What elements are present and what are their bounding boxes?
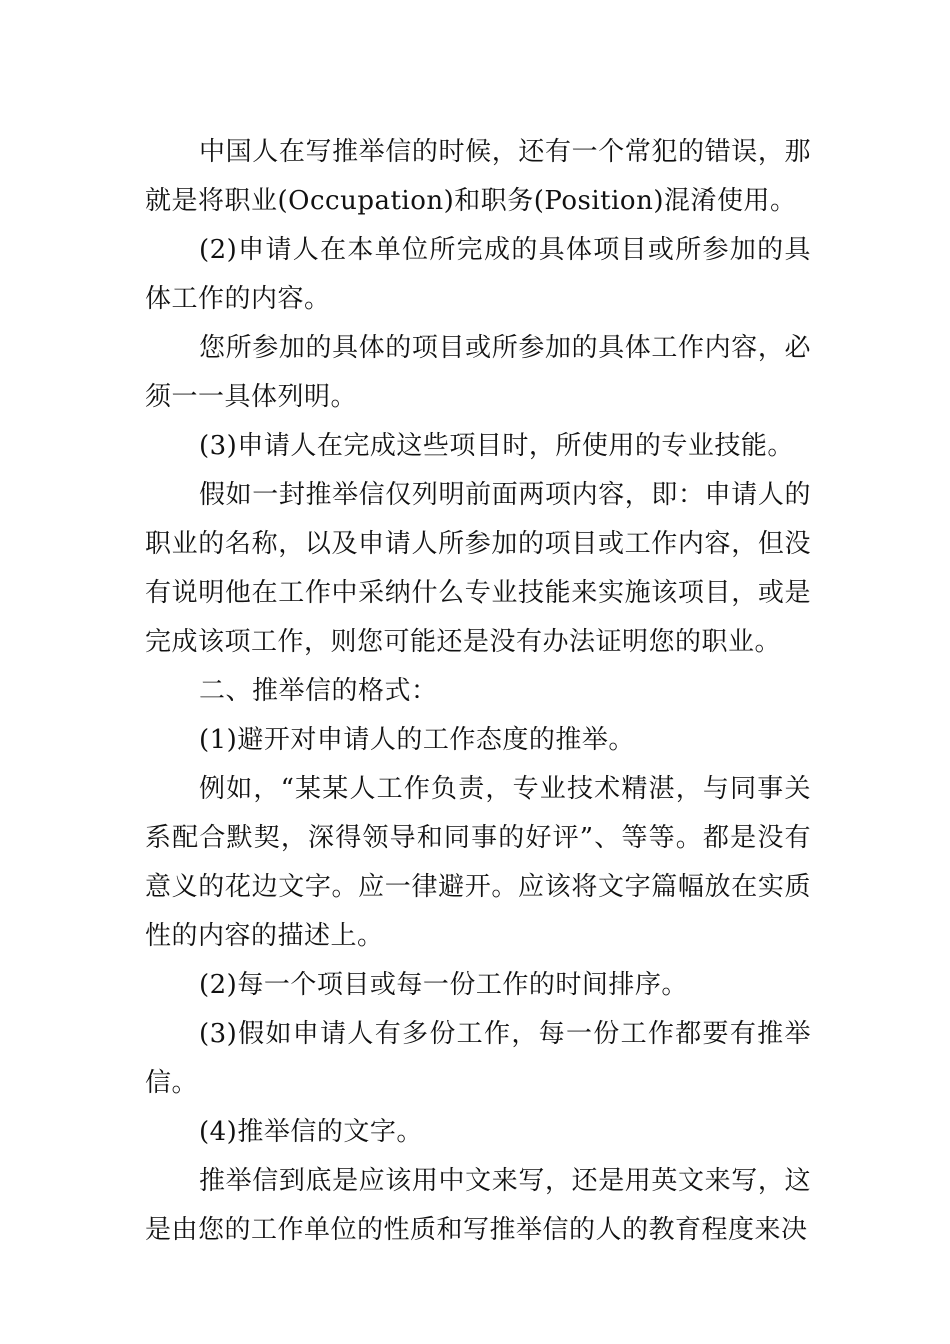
paragraph-skills-explanation: 假如一封推举信仅列明前面两项内容，即：申请人的职业的名称，以及申请人所参加的项目或工作内容，但没有说明他在工作中采纳什么专业技能来实施该项目，或是完成该项工作，则您可能还是没有办法证明您的职业。 (145, 480, 811, 657)
paragraph-format-item-4: (4)推举信的文字。 (199, 1117, 423, 1147)
paragraph-format-item-2: (2)每一个项目或每一份工作的时间排序。 (199, 970, 688, 1000)
paragraph-language-choice: 推举信到底是应该用中文来写，还是用英文来写，这是由您的工作单位的性质和写推举信的人的教育程度来决 (145, 1166, 811, 1245)
paragraph-example: 例如，“某某人工作负责，专业技术精湛，与同事关系配合默契，深得领导和同事的好评”、等等。都是没有意义的花边文字。应一律避开。应该将文字篇幅放在实质性的内容的描述上。 (145, 774, 811, 951)
paragraph-format-item-3: (3)假如申请人有多份工作，每一份工作都要有推举信。 (145, 1019, 811, 1098)
paragraph-item-3-skills: (3)申请人在完成这些项目时，所使用的专业技能。 (199, 431, 794, 461)
paragraph-item-2-projects: (2)申请人在本单位所完成的具体项目或所参加的具体工作的内容。 (145, 235, 811, 314)
section-heading-format: 二、推举信的格式： (199, 676, 438, 706)
paragraph-occupation-confusion: 中国人在写推举信的时候，还有一个常犯的错误，那就是将职业(Occupation)和职务(Position)混淆使用。 (145, 137, 811, 216)
document-body (145, 128, 811, 1255)
paragraph-format-item-1: (1)避开对申请人的工作态度的推举。 (199, 725, 635, 755)
paragraph-projects-detail: 您所参加的具体的项目或所参加的具体工作内容，必须一一具体列明。 (145, 333, 811, 412)
